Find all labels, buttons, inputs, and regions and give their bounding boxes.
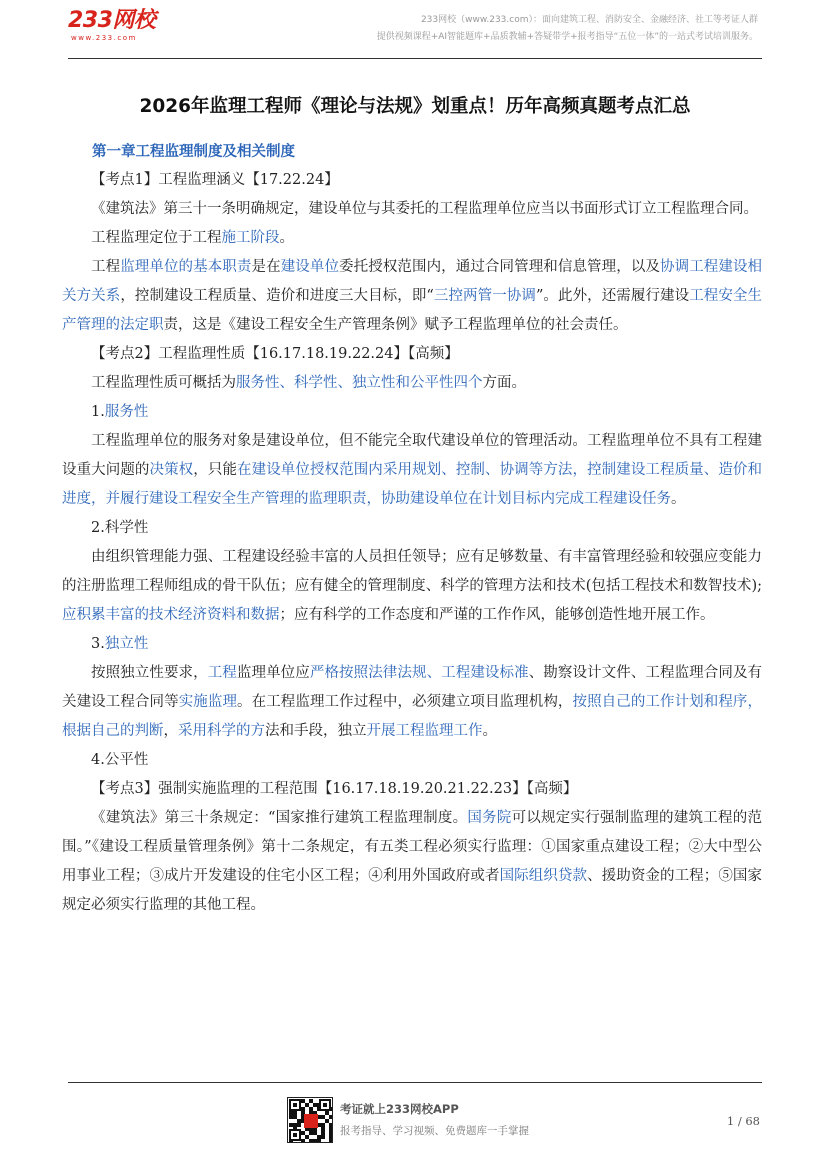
key-point-heading bbox=[62, 340, 762, 369]
highlighted-text: 开展工程监理工作 bbox=[366, 723, 483, 739]
text-span: 。在工程监理工作过程中，必须建立项目监理机构， bbox=[237, 694, 573, 710]
key-point-heading bbox=[62, 166, 762, 195]
text-span: 【考点2】工程监理性质【16.17.18.19.22.24】【高频】 bbox=[91, 346, 459, 362]
paragraph bbox=[62, 369, 762, 398]
highlighted-text: 国务院 bbox=[467, 810, 512, 826]
text-span: 【考点1】工程监理涵义【17.22.24】 bbox=[91, 172, 339, 188]
text-span: 。 bbox=[279, 230, 294, 246]
paragraph bbox=[62, 659, 762, 746]
page-title: 2026年监理工程师《理论与法规》划重点！历年高频真题考点汇总 bbox=[139, 96, 691, 117]
highlighted-text: 监理单位的基本职责 bbox=[120, 259, 252, 275]
paragraph bbox=[62, 253, 762, 340]
text-span: 按照独立性要求， bbox=[91, 665, 208, 681]
text-span: 4.公平性 bbox=[91, 752, 149, 768]
highlighted-text: 服务性、科学性、独立性和公平性四个 bbox=[236, 375, 483, 391]
key-point-heading bbox=[62, 775, 762, 804]
text-span: 责，这是《建设工程安全生产管理条例》赋予工程监理单位的社会责任。 bbox=[163, 317, 628, 333]
logo-mark: 233网校 bbox=[68, 8, 156, 33]
highlighted-text: 按照自己的工作计划和程序，根据自己的判断 bbox=[62, 694, 763, 739]
highlighted-text: 决策权 bbox=[149, 462, 194, 478]
header-divider bbox=[68, 58, 762, 59]
text-span: ，只能 bbox=[193, 462, 238, 478]
header-info-line1: 233网校（www.233.com）：面向建筑工程、消防安全、金融经济、社工等考证人群 bbox=[420, 15, 758, 25]
text-span: 可以规定实行强制监理的建筑工程的范围。”《建设工程质量管理条例》第十二条规定，有五类工程必须实行监理：①国家重点建设工程；②大中型公用事业工程；③成片开发建设的住宅小区工程；④利用外国政府或者 bbox=[62, 810, 763, 884]
footer-divider bbox=[68, 1082, 762, 1083]
text-span: 委托授权范围内，通过合同管理和信息管理，以及 bbox=[339, 259, 661, 275]
text-span: 1. bbox=[91, 404, 105, 420]
paragraph bbox=[62, 804, 762, 920]
text-span: ”。此外，还需履行建设 bbox=[535, 288, 690, 304]
highlighted-text: 应积累丰富的技术经济资料和数据 bbox=[62, 607, 280, 623]
paragraph bbox=[62, 630, 762, 659]
text-span: 法和手段，独立 bbox=[265, 723, 367, 739]
text-span: ；应有科学的工作态度和严谨的工作作风，能够创造性地开展工作。 bbox=[279, 607, 715, 623]
footer-sub-text: 报考指导、学习视频、免费题库一手掌握 bbox=[340, 1125, 529, 1137]
page-header bbox=[0, 0, 830, 60]
text-span: 2.科学性 bbox=[91, 520, 149, 536]
highlighted-text: 严格按照法律法规、工程建设标准 bbox=[309, 665, 529, 681]
text-span: 工程监理性质可概括为 bbox=[91, 375, 236, 391]
logo bbox=[68, 8, 155, 42]
highlighted-text: 施工阶段 bbox=[221, 230, 280, 246]
chapter-heading: 第一章工程监理制度及相关制度 bbox=[92, 144, 295, 160]
text-span: 。 bbox=[482, 723, 497, 739]
paragraph bbox=[62, 514, 762, 543]
highlighted-text: 协调工程建设相关方关系 bbox=[62, 259, 763, 304]
highlighted-text: 实施监理 bbox=[178, 694, 238, 710]
highlighted-text: 工程 bbox=[207, 665, 237, 681]
text-span: 由组织管理能力强、工程建设经验丰富的人员担任领导；应有足够数量、有丰富管理经验和较强应变能力的注册监理工程师组成的骨干队伍；应有健全的管理制度、科学的管理方法和技术(包括工程技术和数智技术); bbox=[62, 549, 762, 594]
paragraph bbox=[62, 543, 762, 630]
document-body bbox=[62, 138, 762, 920]
page-number: 1 / 68 bbox=[726, 1114, 760, 1128]
logo-url: www.233.com bbox=[71, 34, 137, 42]
highlighted-text: 在建设单位授权范围内采用规划、控制、协调等方法，控制建设工程质量、造价和进度，并履行建设工程安全生产管理的监理职责，协助建设单位在计划目标内完成工程建设任务 bbox=[62, 462, 763, 507]
paragraph bbox=[62, 746, 762, 775]
text-span: 《建筑法》第三十一条明确规定，建设单位与其委托的工程监理单位应当以书面形式订立工程监理合同。 bbox=[91, 201, 758, 217]
text-span: 3. bbox=[91, 636, 105, 652]
text-span: 。 bbox=[671, 491, 686, 507]
text-span: 、勘察设计文件、工程监理合同及有关建设工程合同等 bbox=[62, 665, 763, 710]
paragraph bbox=[62, 427, 762, 514]
text-span: ， bbox=[163, 723, 178, 739]
text-span: 监理单位应 bbox=[236, 665, 310, 681]
text-span: 【考点3】强制实施监理的工程范围【16.17.18.19.20.21.22.23】【高频】 bbox=[91, 781, 578, 797]
footer-app-text: 考证就上233网校APP bbox=[340, 1102, 459, 1116]
highlighted-text: 采用科学的方 bbox=[178, 723, 265, 739]
highlighted-text: 国际组织贷款 bbox=[499, 868, 588, 884]
text-span: 方面。 bbox=[482, 375, 526, 391]
text-span: 工程监理单位的服务对象是建设单位，但不能完全取代建设单位的管理活动。工程监理单位不具有工程建设重大问题的 bbox=[62, 433, 762, 478]
text-span: 工程 bbox=[91, 259, 121, 275]
header-info bbox=[377, 12, 758, 46]
paragraph bbox=[62, 224, 762, 253]
highlighted-text: 独立性 bbox=[104, 636, 149, 652]
text-span: 《建筑法》第三十条规定：“国家推行建筑工程监理制度。 bbox=[91, 810, 468, 826]
highlighted-text: 建设单位 bbox=[280, 259, 340, 275]
paragraph bbox=[62, 398, 762, 427]
text-span: 、援助资金的工程；⑤国家规定必须实行监理的其他工程。 bbox=[62, 868, 763, 913]
text-span: 工程监理定位于工程 bbox=[91, 230, 222, 246]
paragraph-list bbox=[62, 166, 762, 920]
paragraph bbox=[62, 195, 762, 224]
qr-code-icon bbox=[287, 1097, 333, 1143]
text-span: 是在 bbox=[251, 259, 281, 275]
header-info-line2: 提供视频课程+AI智能题库+品质教辅+答疑带学+报考指导“五位一体”的一站式考试培训服务。 bbox=[376, 32, 758, 42]
highlighted-text: 三控两管一协调 bbox=[433, 288, 536, 304]
text-span: ，控制建设工程质量、造价和进度三大目标，即“ bbox=[120, 288, 434, 304]
highlighted-text: 服务性 bbox=[104, 404, 149, 420]
highlighted-text: 工程安全生产管理的法定职 bbox=[62, 288, 762, 333]
